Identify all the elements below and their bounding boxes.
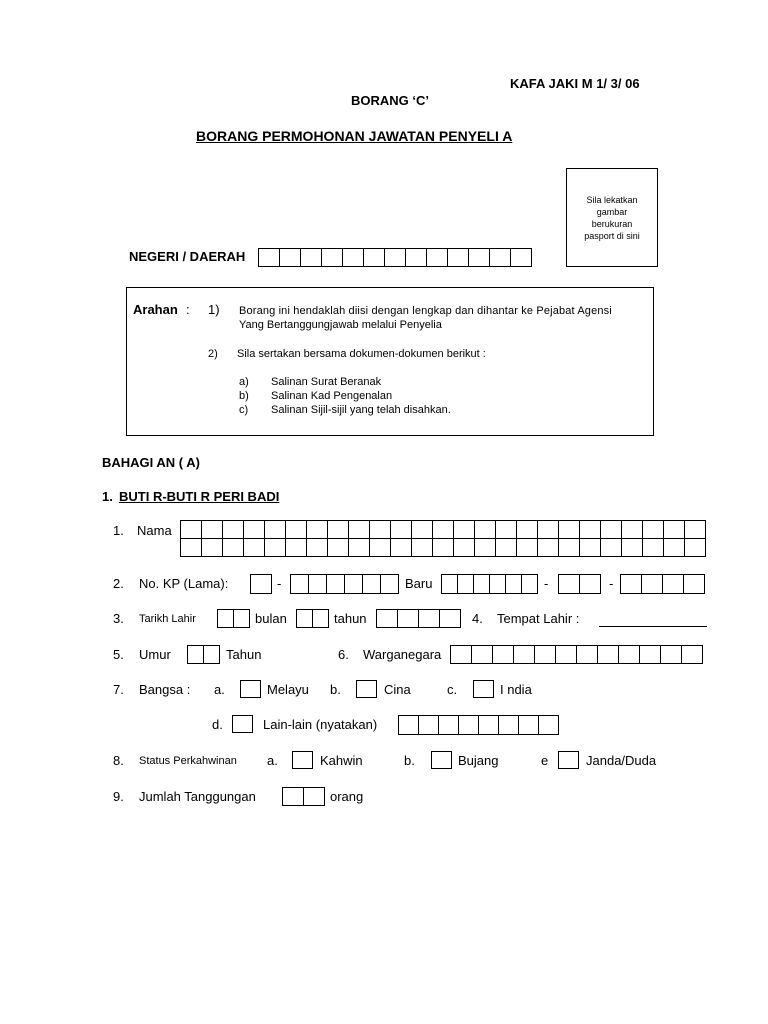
bangsa-opt-a: a. bbox=[214, 682, 225, 697]
umur-boxes[interactable] bbox=[187, 645, 220, 664]
section-heading: BAHAGI AN ( A) bbox=[102, 455, 200, 470]
cina-label: Cina bbox=[384, 682, 411, 697]
doc-a-text: Salinan Surat Beranak bbox=[271, 376, 382, 388]
umur-number: 5. bbox=[113, 647, 124, 662]
status-number: 8. bbox=[113, 753, 124, 768]
photo-text-3: berukuran bbox=[591, 218, 633, 229]
status-opt-e: e bbox=[541, 753, 549, 768]
warganegara-boxes[interactable] bbox=[450, 645, 703, 664]
umur-tahun-label: Tahun bbox=[226, 647, 262, 662]
bujang-label: Bujang bbox=[458, 753, 499, 768]
kp-number: 2. bbox=[113, 576, 124, 591]
nama-boxes-row2[interactable] bbox=[180, 538, 706, 557]
lain-lain-boxes[interactable] bbox=[398, 715, 559, 735]
tarikh-lahir-label: Tarikh Lahir bbox=[139, 613, 196, 625]
warganegara-label: Warganegara bbox=[363, 647, 442, 662]
negeri-label: NEGERI / DAERAH bbox=[129, 249, 246, 264]
kahwin-checkbox[interactable] bbox=[292, 751, 313, 769]
kp-label: No. KP (Lama): bbox=[139, 576, 229, 591]
doc-c-key: c) bbox=[239, 404, 249, 416]
kp-old-part2[interactable] bbox=[290, 574, 399, 594]
orang-label: orang bbox=[330, 789, 364, 804]
kp-old-part1[interactable] bbox=[250, 574, 272, 594]
lain-lain-checkbox[interactable] bbox=[232, 715, 253, 733]
umur-label: Umur bbox=[139, 647, 171, 662]
tempat-number: 4. bbox=[472, 611, 483, 626]
melayu-label: Melayu bbox=[267, 682, 309, 697]
doc-b-key: b) bbox=[239, 390, 249, 402]
subsection-title: BUTI R-BUTI R PERI BADI bbox=[119, 489, 280, 504]
photo-text-4: pasport di sini bbox=[584, 230, 640, 241]
arahan-label: Arahan bbox=[133, 302, 178, 317]
doc-c-text: Salinan Sijil-sijil yang telah disahkan. bbox=[271, 404, 451, 416]
tempat-lahir-label: Tempat Lahir : bbox=[497, 611, 580, 626]
janda-duda-checkbox[interactable] bbox=[558, 751, 579, 769]
tarikh-day-boxes[interactable] bbox=[217, 609, 250, 628]
status-opt-b: b. bbox=[404, 753, 415, 768]
kp-dash-1: - bbox=[277, 576, 282, 591]
nama-number: 1. bbox=[113, 523, 124, 538]
bangsa-label: Bangsa : bbox=[139, 682, 191, 697]
doc-a-key: a) bbox=[239, 376, 249, 388]
bangsa-number: 7. bbox=[113, 682, 124, 697]
kp-dash-2: - bbox=[544, 576, 549, 591]
tanggungan-number: 9. bbox=[113, 789, 124, 804]
photo-text-2: gambar bbox=[596, 206, 628, 217]
lain-lain-label: Lain-lain (nyatakan) bbox=[263, 717, 378, 732]
page-title: BORANG PERMOHONAN JAWATAN PENYELI A bbox=[196, 128, 513, 144]
subsection-number: 1. bbox=[102, 489, 113, 504]
melayu-checkbox[interactable] bbox=[240, 680, 261, 698]
negeri-boxes[interactable] bbox=[258, 248, 532, 267]
instruction-2-text: Sila sertakan bersama dokumen-dokumen berikut : bbox=[237, 348, 486, 360]
lahir-number: 3. bbox=[113, 611, 124, 626]
status-label: Status Perkahwinan bbox=[139, 755, 237, 767]
tarikh-month-boxes[interactable] bbox=[296, 609, 329, 628]
instruction-2-number: 2) bbox=[208, 348, 218, 360]
tempat-lahir-line[interactable] bbox=[599, 626, 707, 627]
janda-duda-label: Janda/Duda bbox=[586, 753, 657, 768]
india-checkbox[interactable] bbox=[473, 680, 494, 698]
bujang-checkbox[interactable] bbox=[431, 751, 452, 769]
india-label: I ndia bbox=[500, 682, 532, 697]
bangsa-opt-d: d. bbox=[212, 717, 223, 732]
bangsa-opt-b: b. bbox=[330, 682, 341, 697]
photo-placeholder[interactable] bbox=[566, 168, 658, 267]
kp-baru-label: Baru bbox=[405, 576, 433, 591]
kp-new-part1[interactable] bbox=[441, 574, 538, 594]
kahwin-label: Kahwin bbox=[320, 753, 363, 768]
tanggungan-label: Jumlah Tanggungan bbox=[139, 789, 256, 804]
instruction-1-line1: Borang ini hendaklah diisi dengan lengkap dan dihantar ke Pejabat Agensi bbox=[239, 305, 612, 317]
tarikh-year-boxes[interactable] bbox=[376, 609, 461, 628]
nama-label: Nama bbox=[137, 523, 172, 538]
bulan-label: bulan bbox=[255, 611, 287, 626]
warga-number: 6. bbox=[338, 647, 349, 662]
instruction-1-number: 1) bbox=[208, 302, 220, 317]
tahun-label: tahun bbox=[334, 611, 367, 626]
status-opt-a: a. bbox=[267, 753, 278, 768]
tanggungan-boxes[interactable] bbox=[282, 787, 325, 806]
kp-new-part2[interactable] bbox=[558, 574, 601, 594]
kp-dash-3: - bbox=[609, 576, 614, 591]
cina-checkbox[interactable] bbox=[356, 680, 377, 698]
nama-boxes-row1[interactable] bbox=[180, 520, 706, 539]
form-label: BORANG ‘C’ bbox=[351, 93, 429, 108]
bangsa-opt-c: c. bbox=[447, 682, 458, 697]
doc-b-text: Salinan Kad Pengenalan bbox=[271, 390, 393, 402]
form-code: KAFA JAKI M 1/ 3/ 06 bbox=[510, 76, 640, 91]
kp-new-part3[interactable] bbox=[620, 574, 705, 594]
photo-text-1: Sila lekatkan bbox=[586, 194, 638, 205]
arahan-colon: : bbox=[186, 302, 190, 317]
instruction-1-line2: Yang Bertanggungjawab melalui Penyelia bbox=[239, 319, 442, 331]
